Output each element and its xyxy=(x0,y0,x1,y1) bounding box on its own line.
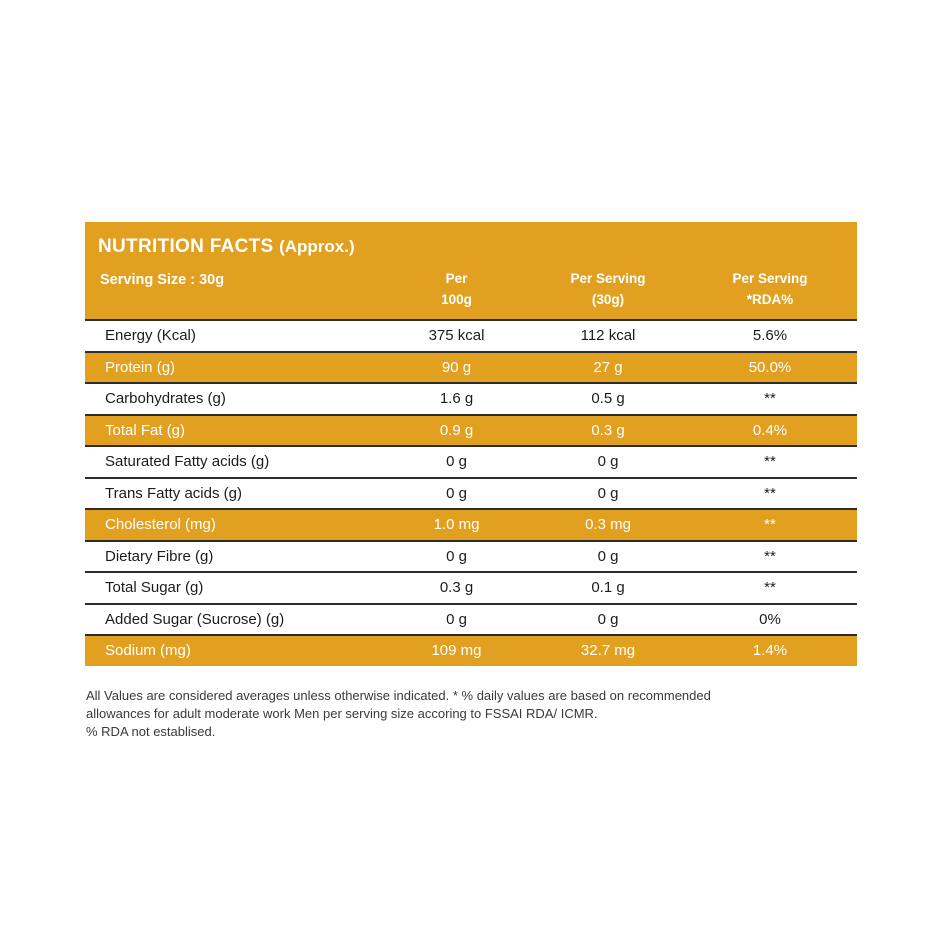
cell-per-serving: 0.3 g xyxy=(591,421,625,439)
row-label: Energy (Kcal) xyxy=(105,327,196,345)
footnote-line: % RDA not establised. xyxy=(86,724,216,739)
cell-per-100g: 0 g xyxy=(446,484,467,502)
cell-rda: ** xyxy=(764,390,776,408)
cell-per-serving: 112 kcal xyxy=(580,327,636,345)
table-row xyxy=(85,508,857,540)
row-label: Trans Fatty acids (g) xyxy=(105,484,242,502)
row-label: Added Sugar (Sucrose) (g) xyxy=(105,610,285,628)
cell-per-serving: 0 g xyxy=(597,547,619,565)
table-row xyxy=(85,319,857,351)
table-title xyxy=(98,236,843,258)
cell-per-100g: 0 g xyxy=(446,453,467,471)
column-header-per-serving: Per Serving (30g) xyxy=(570,271,646,307)
row-label: Dietary Fibre (g) xyxy=(105,547,214,565)
cell-rda: ** xyxy=(764,547,776,565)
table-row xyxy=(85,351,857,383)
row-label: Total Sugar (g) xyxy=(105,579,204,597)
cell-per-100g: 109 mg xyxy=(431,642,482,660)
header-columns-row xyxy=(98,268,843,310)
row-label: Carbohydrates (g) xyxy=(105,390,226,408)
column-header-rda: Per Serving *RDA% xyxy=(732,271,808,307)
nutrition-table-header xyxy=(85,222,857,319)
cell-rda: ** xyxy=(764,453,776,471)
cell-rda: 5.6% xyxy=(752,327,788,345)
cell-per-serving: 32.7 mg xyxy=(580,642,636,660)
cell-per-100g: 0.9 g xyxy=(439,421,474,439)
table-row xyxy=(85,477,857,509)
column-header-per-100g: Per 100g xyxy=(441,271,472,307)
row-label: Protein (g) xyxy=(105,358,176,376)
row-label: Total Fat (g) xyxy=(105,421,186,439)
cell-per-100g: 0.3 g xyxy=(439,579,474,597)
cell-per-100g: 90 g xyxy=(441,358,472,376)
cell-per-serving: 0.1 g xyxy=(591,579,625,597)
cell-per-100g: 1.6 g xyxy=(439,390,474,408)
table-row xyxy=(85,603,857,635)
table-row xyxy=(85,571,857,603)
cell-per-serving: 0.5 g xyxy=(591,390,625,408)
cell-rda: ** xyxy=(764,579,776,597)
table-row xyxy=(85,382,857,414)
serving-size-label: Serving Size : 30g xyxy=(100,272,225,288)
row-label: Saturated Fatty acids (g) xyxy=(105,453,270,471)
cell-per-serving: 0 g xyxy=(597,453,619,471)
cell-rda: ** xyxy=(764,484,776,502)
row-label: Cholesterol (mg) xyxy=(105,516,216,534)
footnote-line: All Values are considered averages unless otherwise indicated. * % daily values are based on recommended xyxy=(86,688,711,703)
cell-per-serving: 0 g xyxy=(597,610,619,628)
cell-per-serving: 0.3 mg xyxy=(585,516,631,534)
footnote-line: allowances for adult moderate work Men per serving size accoring to FSSAI RDA/ ICMR. xyxy=(86,706,598,721)
cell-per-100g: 0 g xyxy=(446,610,467,628)
cell-per-100g: 0 g xyxy=(446,547,467,565)
footnotes xyxy=(86,687,806,741)
row-label: Sodium (mg) xyxy=(105,642,191,660)
cell-rda: 0% xyxy=(759,610,781,628)
title-text: NUTRITION FACTS xyxy=(98,236,274,257)
cell-per-serving: 27 g xyxy=(593,358,623,376)
table-row xyxy=(85,634,857,666)
cell-rda: 0.4% xyxy=(752,421,788,439)
cell-rda: 50.0% xyxy=(748,358,792,376)
table-row xyxy=(85,445,857,477)
table-row xyxy=(85,540,857,572)
table-row xyxy=(85,414,857,446)
cell-rda: ** xyxy=(764,516,776,534)
cell-rda: 1.4% xyxy=(752,642,788,660)
table-body xyxy=(85,319,857,666)
nutrition-table xyxy=(85,222,857,666)
title-approx-suffix: (Approx.) xyxy=(279,237,355,256)
cell-per-100g: 1.0 mg xyxy=(433,516,480,534)
cell-per-serving: 0 g xyxy=(597,484,619,502)
cell-per-100g: 375 kcal xyxy=(428,327,485,345)
